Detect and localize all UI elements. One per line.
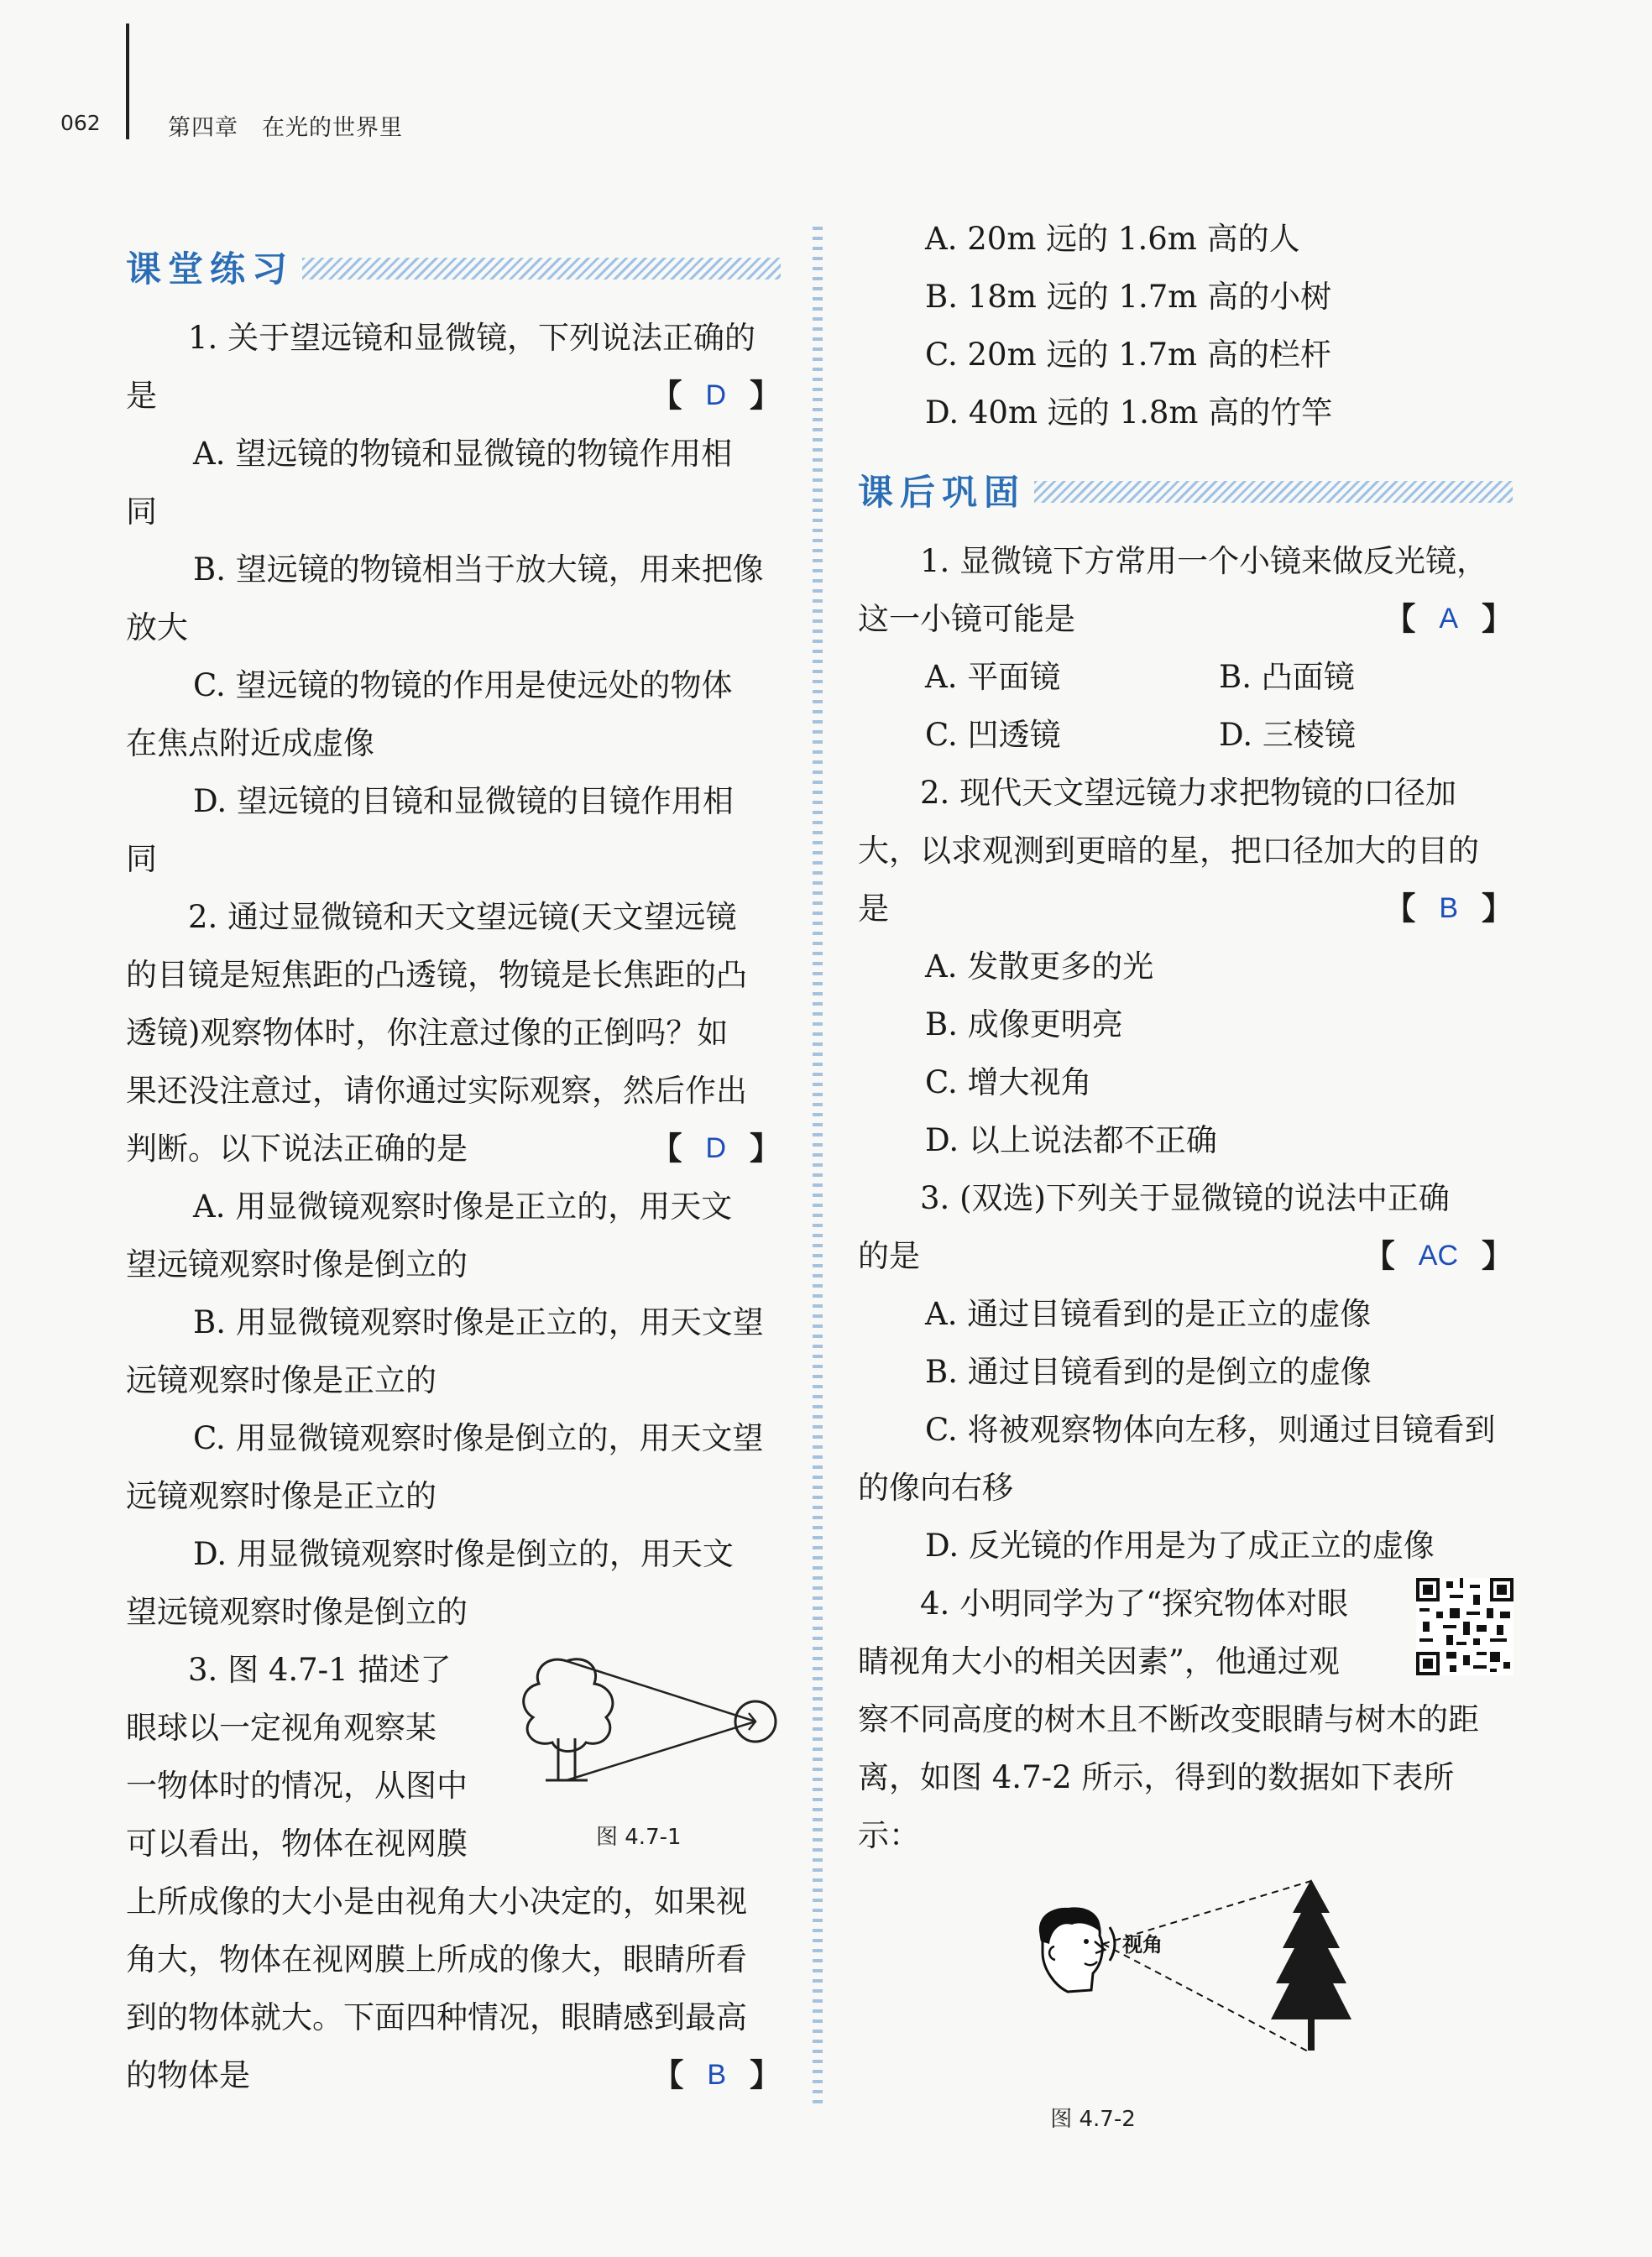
answer-bracket: 【 D 】 — [651, 1120, 781, 1178]
option-text: 望远镜观察时像是倒立的 — [126, 1246, 468, 1283]
answer-value: AC — [1418, 1240, 1458, 1272]
question-stem: 大，以求观测到更暗的星，把口径加大的目的 — [858, 833, 1479, 869]
option-text: A. 望远镜的物镜和显微镜的物镜作用相 — [193, 436, 733, 472]
question-stem: 角大，物体在视网膜上所成的像大，眼睛所看 — [126, 1941, 747, 1977]
question-3-block — [126, 1641, 781, 1873]
question-stem: 4. 小明同学为了“探究物体对眼 — [920, 1586, 1348, 1622]
option-text: C. 望远镜的物镜的作用是使远处的物体 — [193, 667, 733, 703]
question-stem-line — [858, 880, 1513, 938]
option-text: D. 反光镜的作用是为了成正立的虚像 — [925, 1528, 1435, 1564]
right-column — [858, 210, 1513, 2149]
option-row — [858, 648, 1513, 706]
question-stem: 2. 通过显微镜和天文望远镜(天文望远镜 — [188, 899, 737, 935]
question-stem: 透镜)观察物体时，你注意过像的正倒吗？如 — [126, 1015, 729, 1051]
option-text: 望远镜观察时像是倒立的 — [126, 1594, 468, 1630]
option-text: D. 40m 远的 1.8m 高的竹竿 — [925, 394, 1333, 431]
option-text: A. 平面镜 — [925, 659, 1061, 695]
question-stem: 一物体时的情况，从图中 — [126, 1768, 468, 1804]
option-text: B. 成像更明亮 — [925, 1006, 1123, 1042]
question-stem: 可以看出，物体在视网膜 — [126, 1826, 468, 1862]
question-stem: 是 — [858, 891, 889, 927]
option-text: D. 望远镜的目镜和显微镜的目镜作用相 — [193, 783, 734, 819]
option-text: 在焦点附近成虚像 — [126, 725, 374, 761]
option-text: 的像向右移 — [858, 1470, 1013, 1506]
figure-caption: 图 4.7-2 — [1050, 2107, 1136, 2132]
option-text: C. 凹透镜 — [925, 717, 1061, 753]
section-title: 课后巩固 — [858, 471, 1027, 513]
answer-value: D — [705, 379, 726, 411]
option-text: A. 20m 远的 1.6m 高的人 — [925, 221, 1300, 257]
answer-value: A — [1439, 603, 1458, 635]
answer-bracket: 【 A 】 — [1384, 590, 1513, 648]
question-stem: 眼球以一定视角观察某 — [126, 1710, 437, 1746]
option-text: B. 通过目镜看到的是倒立的虚像 — [925, 1354, 1372, 1390]
question-stem: 这一小镜可能是 — [858, 601, 1075, 637]
section-hatch-decoration — [1034, 481, 1513, 503]
question-stem-line — [858, 590, 1513, 648]
column-divider — [813, 220, 823, 2108]
option-row — [858, 706, 1513, 764]
chapter-title: 第四章 在光的世界里 — [168, 115, 403, 141]
header-rule — [126, 24, 129, 139]
section-hatch-decoration — [302, 258, 781, 280]
option-text: 远镜观察时像是正立的 — [126, 1362, 437, 1398]
option-text: 远镜观察时像是正立的 — [126, 1478, 437, 1514]
option-text: 放大 — [126, 609, 188, 645]
question-stem: 的物体是 — [126, 2057, 250, 2093]
answer-value: B — [707, 2059, 726, 2091]
option-text: A. 用显微镜观察时像是正立的，用天文 — [193, 1189, 733, 1225]
option-text: C. 20m 远的 1.7m 高的栏杆 — [925, 337, 1331, 373]
option-text: C. 用显微镜观察时像是倒立的，用天文望 — [193, 1420, 764, 1456]
option-text: B. 望远镜的物镜相当于放大镜，用来把像 — [193, 551, 764, 588]
option-text: D. 以上说法都不正确 — [925, 1122, 1217, 1158]
figure-4-7-2 — [858, 1864, 1513, 2082]
answer-bracket: 【 B 】 — [652, 2046, 781, 2104]
question-stem: 1. 显微镜下方常用一个小镜来做反光镜， — [920, 543, 1488, 579]
question-stem: 的目镜是短焦距的凸透镜，物镜是长焦距的凸 — [126, 957, 747, 993]
question-stem: 上所成像的大小是由视角大小决定的，如果视 — [126, 1883, 747, 1920]
question-stem: 察不同高度的树木且不断改变眼睛与树木的距 — [858, 1701, 1479, 1737]
question-stem-line — [126, 367, 781, 425]
answer-bracket: 【 B 】 — [1384, 880, 1513, 938]
option-text: D. 三棱镜 — [1219, 717, 1356, 753]
left-column — [126, 235, 781, 2104]
question-stem: 判断。以下说法正确的是 — [126, 1131, 468, 1167]
person-tree-figure — [1009, 1873, 1362, 2066]
answer-value: B — [1439, 892, 1458, 924]
option-text: C. 将被观察物体向左移，则通过目镜看到 — [925, 1412, 1496, 1448]
answer-bracket: 【 AC 】 — [1364, 1227, 1513, 1285]
tree-eye-figure — [512, 1646, 781, 1797]
question-stem-line — [126, 1120, 781, 1178]
figure-caption: 图 4.7-1 — [596, 1825, 682, 1850]
page-number: 062 — [60, 111, 101, 135]
question-stem: 3. 图 4.7-1 描述了 — [188, 1652, 452, 1688]
question-stem-line — [858, 1227, 1513, 1285]
question-stem-line — [126, 2046, 781, 2104]
option-text: 同 — [126, 494, 157, 530]
option-text: A. 通过目镜看到的是正立的虚像 — [925, 1296, 1372, 1332]
option-text: 同 — [126, 841, 157, 877]
figure-label: 视角 — [1122, 1933, 1163, 1957]
section-header-homework — [858, 458, 1513, 525]
section-header-classroom — [126, 235, 781, 302]
question-stem: 睛视角大小的相关因素”，他通过观 — [858, 1643, 1340, 1680]
question-stem: 到的物体就大。下面四种情况，眼睛感到最高 — [126, 1999, 747, 2035]
question-4-block — [858, 1575, 1513, 1690]
option-text: B. 18m 远的 1.7m 高的小树 — [925, 279, 1332, 315]
section-title: 课堂练习 — [126, 248, 295, 290]
question-stem: 3. (双选)下列关于显微镜的说法中正确 — [920, 1180, 1450, 1216]
option-text: A. 发散更多的光 — [925, 948, 1154, 985]
option-text: C. 增大视角 — [925, 1064, 1092, 1100]
answer-bracket: 【 D 】 — [651, 367, 781, 425]
option-text: B. 用显微镜观察时像是正立的，用天文望 — [193, 1304, 764, 1340]
answer-value: D — [705, 1132, 726, 1164]
question-stem: 的是 — [858, 1238, 920, 1274]
question-stem: 2. 现代天文望远镜力求把物镜的口径加 — [920, 775, 1457, 811]
question-stem: 1. 关于望远镜和显微镜，下列说法正确的 — [188, 320, 756, 356]
question-stem: 是 — [126, 378, 157, 414]
question-stem: 果还没注意过，请你通过实际观察，然后作出 — [126, 1073, 747, 1109]
qr-code-icon — [1416, 1578, 1513, 1675]
option-text: D. 用显微镜观察时像是倒立的，用天文 — [193, 1536, 734, 1572]
question-stem: 离，如图 4.7-2 所示，得到的数据如下表所示： — [858, 1759, 1455, 1853]
option-text: B. 凸面镜 — [1219, 659, 1355, 695]
